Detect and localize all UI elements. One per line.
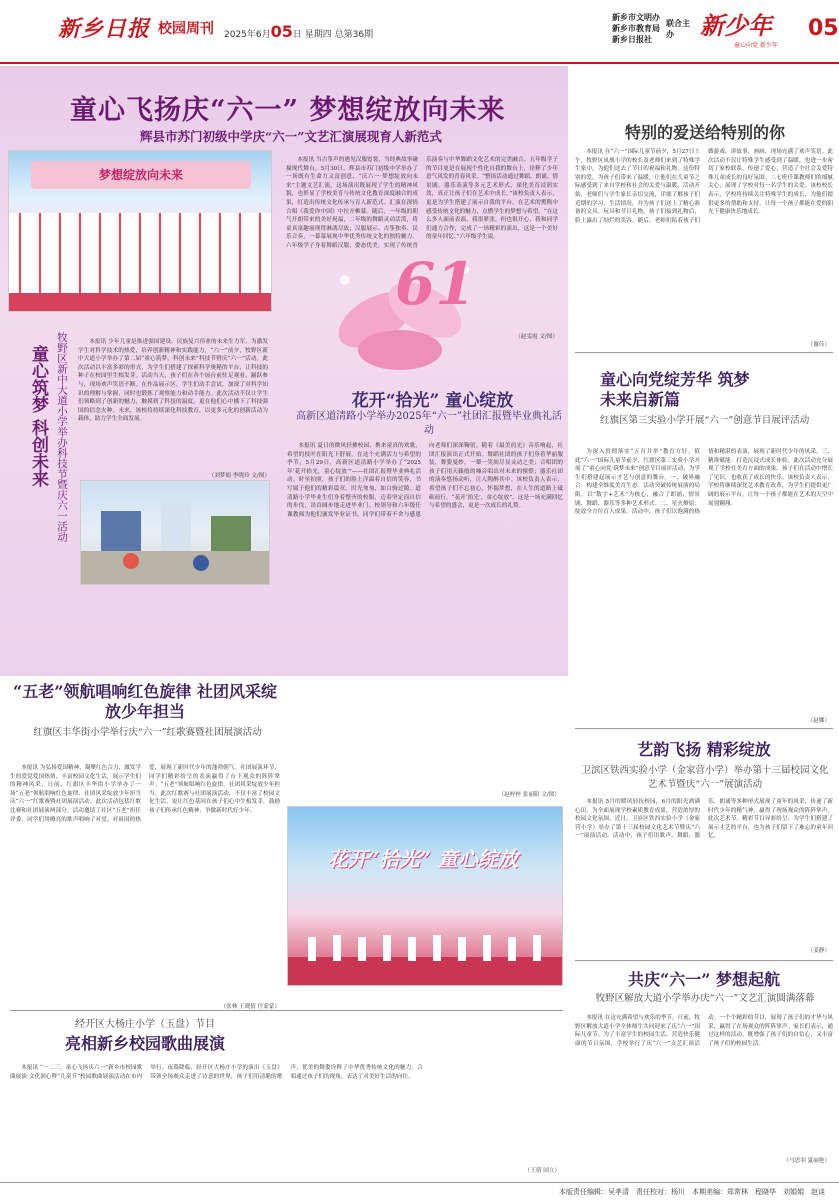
brand-tagline: 童心向党 新少年	[734, 42, 778, 49]
sponsors	[612, 12, 660, 45]
stage-banner: 梦想绽放向未来	[31, 161, 251, 189]
tongxin-body	[575, 448, 833, 716]
gequ-body-text: 本报讯 “一二三，童心飞扬庆六一”新乡市校园歌曲展演·文化润心暨“儿童节”校园歌曲展演活动在市内举行。夜幕降临，经开区大杨庄小学的演出《玉盘》带领全场观众走进了诗意的世界，孩子们用清脆的歌声、优美的舞姿诠释了中华优秀传统文化的魅力。合唱通过孩子们的视角，表达了对美好生活的向往。	[10, 1065, 423, 1080]
divider	[10, 1010, 563, 1011]
wulao-body	[10, 764, 280, 1000]
left-body	[78, 338, 268, 470]
lead-body-text: 本报讯 当古筝声的遇见汉服霓裳，当经典故事碰撞现代舞台，5月30日，辉县市苏门初级中学举办了一场既有生命力又富创意、“庆六一·梦想绽放向未来”主题文艺汇演，这场演出既展现了学生的精神风貌，也彰显了学校美育与传统文化教育深度融合的成果，打造出传统文化传承与育人新范式。汇演在深情合唱《我爱你中国》中拉开帷幕。随后，一年级的朝气开朗带来的美好祝福，二年级的舞蹈灵动活泼，将童真童趣展现得淋漓尽致；汉服展示、古筝独奏、民乐合奏，一幕幕展现中华优秀传统文化的独特魅力。六年级学子身着舞蹈汉服，姿态优美，实现了传统晋乐演奏与中华舞蹈文化艺术的完美融合。五年级学子的节目更是在展现个性化自我的舞台上，诠释了少年意气风发的青春风采。“整场活动通过舞蹈、朗诵、情景剧、器乐表演等多元艺术形式，深化美育浸润实效，真正让孩子们在艺术中成长。”该校负责人表示，更是为学生搭建了展示自我的平台，在艺术的熏陶中感受传统文化的魅力，点燃学生的梦想与希望。“在这么多人面前表演，我很紧张，但也很开心，我和同学们通力合作，完成了一场精彩的演出，这是一个美好的童年回忆。”六年级学生说。	[286, 157, 558, 249]
section-name: 校园周刊	[158, 21, 214, 37]
gongqing-body	[575, 1014, 833, 1154]
sponsor: 新乡市教育局	[612, 24, 660, 33]
divider	[575, 960, 833, 961]
number-61: 61	[395, 250, 476, 318]
huakai-photo	[287, 806, 563, 986]
left-headline: 童心筑梦 科创未来	[28, 345, 48, 487]
sponsor: 新乡日报社	[612, 35, 652, 44]
lead-author: （赵雯霞 文/图）	[515, 334, 558, 340]
huakai-subheadline: 高新区道清路小学举办2025年“六一”社团汇报暨毕业典礼活动	[296, 411, 562, 436]
date-suffix: 日 星期四 总第36期	[292, 30, 374, 40]
wulao-subheadline: 红旗区丰华街小学举行庆“六一”红歌赛暨社团展演活动	[33, 727, 262, 738]
yiyun-author: （姜静）	[807, 948, 830, 954]
divider	[575, 728, 833, 729]
sponsor: 新乡市文明办	[612, 13, 660, 22]
yiyun-body	[575, 798, 833, 948]
page-number: 05	[808, 16, 839, 41]
tebie-headline: 特别的爱送给特别的你	[624, 123, 785, 142]
science-photo	[80, 480, 270, 585]
wulao-headline: “五老”领航唱响红色旋律 社团风采绽放少年担当	[13, 682, 277, 721]
tongxin-body-text: 为深入贯彻落实“五育并举”教育方针，值此“六一”国际儿童节前夕，红旗区第三实验小学开展了“童心向党·筑梦未来”创意节目展评活动，为学生们搭建起展示才艺与创意的舞台。一、破界融合：构建全维度美育生态。活动突破传统展演的局限，以“数字+艺术”为核心，融合了朗诵、情景剧、舞蹈、器乐等多种艺术形式。二、星火燎原：绽放全方位育人成果。活动中，孩子们以饱满的热情和精湛的表演，展现了新时代少年的风采。三、精准赋能：打造沉浸式成长体验。此次活动充分展现了学校在美育方面的成果，孩子们在活动中增长了见识，也收获了成长的快乐。该校负责人表示，学校将继续深化艺术教育改革，为学生们提供更广阔的展示平台，让每一个孩子都能在艺术的天空中展翅翱翔。	[575, 449, 833, 516]
photo-banner-text: 花开“拾光” 童心绽放	[328, 847, 518, 871]
stage-floor	[9, 293, 272, 312]
tebie-body-text: 本报讯 在“六一”国际儿童节前夕，5月27日上午，牧野区凤凰小学的校长及老师们来到了特殊学生家中，为他们送去了节日的祝福和礼物。这份特别的爱，为孩子们带来了温暖，让他们在儿童节之际感受到了来自学校和社会的关爱与温暖。活动开始，老师们与学生家长亲切交流，详细了解孩子们近期的学习、生活情况，并为孩子们送上了精心准备的文具、玩具和节日礼物。孩子们接到礼物后，脸上露出了灿烂的笑容。随后，老师们陪着孩子们做游戏、讲故事、画画，现场充满了欢声笑语。此次活动不仅让特殊学生感受到了温暖，也进一步密切了家校联系，传递了爱心，营造了全社会关爱特殊儿童成长的良好氛围。二七班任课教师们的细腻关心，展现了学校对每一名学生的关爱。该校校长表示，学校将持续关注特殊学生的成长，为他们提供更多的帮助和支持，让每一个孩子都能在爱的阳光下健康快乐地成长。	[575, 149, 833, 224]
huakai-body	[287, 442, 563, 800]
wulao-body-text: 本报讯 为弘扬爱国精神，凝聚红色合力，激发学生的爱党爱国热情，丰富校园文化生活，展示学生们的精神风采，日前，红旗区丰华街小学举办了一场“五老”领航唱响红色旋律、社团风采绽放少年担当庆“六一”红歌赛暨社团展演活动。此次活动包括红歌比赛和社团展演两部分。活动邀请了社区“五老”担任评委。同学们用嘹亮的歌声唱响了对党、对祖国的热爱，展现了新时代少年的蓬勃朝气。社团展演环节，同学们精彩纷呈的表演赢得了台下观众的阵阵掌声。“五老”领航唱响红色旋律，社团风采绽放少年担当。此次红歌赛与社团展演活动，不仅丰富了校园文化生活，更让红色基因在孩子们心中生根发芽，鼓励孩子们传承红色精神，争做新时代好少年。	[10, 765, 280, 823]
gongqing-headline: 共庆“六一” 梦想起航	[628, 970, 780, 989]
cohost-label: 联合主办	[666, 19, 690, 39]
gequ-headline: 亮相新乡校园歌曲展演	[64, 1034, 225, 1053]
yiyun-subheadline: 卫滨区铁西实验小学（金家营小学）举办第十三届校园文化艺术节暨庆“六一”展演活动	[581, 765, 829, 790]
date-day: 05	[270, 22, 293, 41]
wulao-author: （张林 王晓倩 任蒙蒙）	[220, 1004, 280, 1010]
tebie-author: （谢佳）	[807, 342, 830, 348]
tongxin-headline: 童心向党绽芳华 筑梦未来启新篇	[600, 370, 750, 409]
date-prefix: 2025年6月	[224, 30, 271, 40]
issue-date	[224, 22, 373, 41]
lead-photo	[8, 150, 272, 312]
huakai-headline: 花开“拾光” 童心绽放	[351, 391, 514, 411]
paper-name: 新乡日报	[58, 16, 151, 42]
left-author: （刘梦娟 李晓玲 文/图）	[208, 473, 270, 479]
tongxin-author: （赵娜）	[807, 718, 830, 724]
dancers	[288, 917, 563, 986]
brand-logo: 新少年	[700, 11, 772, 40]
gequ-kicker: 经开区大杨庄小学（玉盘）节目	[75, 1019, 215, 1030]
tebie-body	[575, 148, 833, 338]
lead-headline: 童心飞扬庆“六一” 梦想绽放向未来	[70, 95, 506, 126]
gongqing-author: （马思羽 夏丽艳）	[783, 1158, 830, 1164]
huakai-author: （赵梓梓 张丽阳 文/图）	[498, 792, 560, 798]
gequ-body	[10, 1064, 563, 1176]
gequ-author: （王倩 国立）	[524, 1168, 560, 1174]
left-body-text: 本报讯 少年儿童是推进强国建设、民族复兴伟业的未来生力军。为激发学生对科学技术的热爱，培养创新精神和实践能力，“六一”前夕，牧野区新中大道小学举办了第二届“童心筑梦，科创未来”科技节暨庆“六一”活动。此次活动以丰富多彩的形式，为学生们搭建了探索科学奥秘的平台，让科技的种子在校园里生根发芽。活动当天，孩子们在各个展台前驻足观看，踊跃参与，现场欢声笑语不断。在作品展示区，学生们动手尝试，加深了对科学知识的理解与掌握，同时也锻炼了观察能力和动手能力。此次活动不仅让学生们领略到了创新的魅力，触摸到了科技的温度，更在他们心中播下了科技强国的信念火种。未来，该校将持续深化科技教育，以更多元化的创新活动为载体，助力学生全面发展。	[78, 339, 268, 423]
yiyun-body-text: 本报讯 5月的暖风轻抚校园，6月的阳光洒满心田。为全面展现学校素质教育成果，营造浓厚的校园文化氛围，近日，卫滨区铁西实验小学（金家营小学）举办了第十三届校园文化艺术节暨庆“六一”展演活动。活动中，孩子们用歌声、舞蹈、器乐、朗诵等多种形式展现了童年的风采，传递了新时代少年的精气神，赢得了现场观众的阵阵掌声。此次艺术节，精彩节目异彩纷呈，为学生们搭建了展示才艺的平台，也为孩子们留下了难忘的童年回忆。	[575, 799, 833, 840]
science-scene	[81, 481, 270, 585]
gongqing-body-text: 本报讯 在这充满希望与欢乐的季节，日前，牧野区解放大道小学全体师生共同迎来了庆“六一”国际儿童节。为了丰富学生的校园生活，营造快乐健康的节日氛围，学校举行了庆“六一”文艺汇演活动。一个个精彩的节目，展现了孩子们的才华与风采，赢得了在场观众的阵阵掌声。家长们表示，通过这样的活动，既增强了孩子们的自信心，又丰富了孩子们的校园生活。	[575, 1015, 833, 1047]
huakai-body-text: 本报讯 夏日的微风轻拂校园，携来童真的欢歌，希望的枝叶在阳光下舒展。在这个充满活力与希望的季节，5月29日，高新区道清路小学举办了“2025年‘花开拾光，童心绽放’”——社团汇报暨毕业典礼活动。时至拍照，孩子们的脸上洋溢着自信的笑容，书写属于他们的精彩篇章。时光匆匆，如白驹过隙。道清路小学毕业生们身着整齐的校服，迈着坚定而自信的步伐，昂首阔步地走进毕业门。校领导和六年级任课教师为他们颁发毕业证书，同学们带着不舍与感恩向老师们深深鞠躬。随着《最美的光》音乐响起，社团汇报演出正式开始。舞蹈社团的孩子们身着华丽服装，舞姿曼妙，一颦一笑间尽显灵动之美；合唱团的孩子们用天籁般的嗓音唱出对未来的憧憬；器乐社团的演奏悠扬动听，让人陶醉其中。该校负责人表示，希望孩子们不忘初心，怀揣梦想，在人生的道路上砥砺前行。“花开‘拾光’，童心绽放”，这是一场充满回忆与希望的盛会，更是一次成长的礼赞。	[287, 443, 563, 518]
gongqing-subheadline: 牧野区解放大道小学举办庆“六一”文艺汇演圆满落幕	[595, 993, 815, 1004]
yiyun-headline: 艺韵飞扬 精彩绽放	[637, 740, 771, 759]
divider	[575, 352, 833, 353]
left-kicker: 牧野区新中大道小学举办科技节暨庆六一活动	[56, 332, 68, 542]
tongxin-subheadline: 红旗区第三实验小学开展“六一”创意节目展评活动	[600, 415, 810, 426]
editor-credits: 本版责任编辑：吴孝清 责任校对：杨川 本期美编：郑常林 程晓华 刘娟娟 赵谈	[0, 1182, 839, 1200]
lead-subheadline: 辉县市苏门初级中学庆“六一”文艺汇演展现育人新范式	[140, 129, 442, 144]
